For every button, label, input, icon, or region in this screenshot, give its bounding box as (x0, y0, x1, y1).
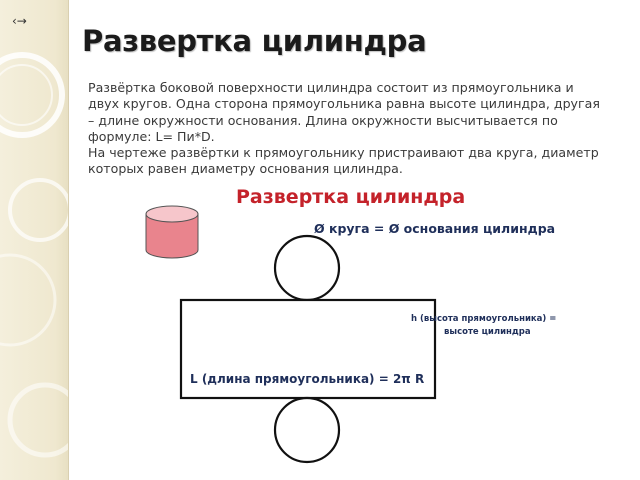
bottom-base-circle (275, 398, 339, 462)
top-base-circle (275, 236, 339, 300)
circle-diameter-label: Ø круга = Ø основания цилиндра (314, 221, 556, 236)
back-arrow-icon[interactable]: ‹→ (12, 14, 27, 28)
figure-title: Развертка цилиндра (236, 186, 466, 208)
paragraph-1: Развёртка боковой поверхности цилиндра состоит из прямоугольника и двух кругов. Одна сторона прямоугольника равна высоте цилиндра, другая – длине окружности основания. Длина окружности высчитывается по формуле: L= Пи*D. (88, 80, 600, 144)
height-label-line1: h (высота прямоугольника) = (411, 314, 557, 324)
height-label-line2: высоте цилиндра (444, 327, 531, 337)
length-label: L (длина прямоугольника) = 2π R (190, 372, 425, 386)
cylinder-icon (146, 206, 198, 258)
paragraph-2: На чертеже развёртки к прямоугольнику пристраивают два круга, диаметр которых равен диаметру основания цилиндра. (88, 145, 599, 177)
slide-title: Развертка цилиндра (82, 24, 427, 58)
